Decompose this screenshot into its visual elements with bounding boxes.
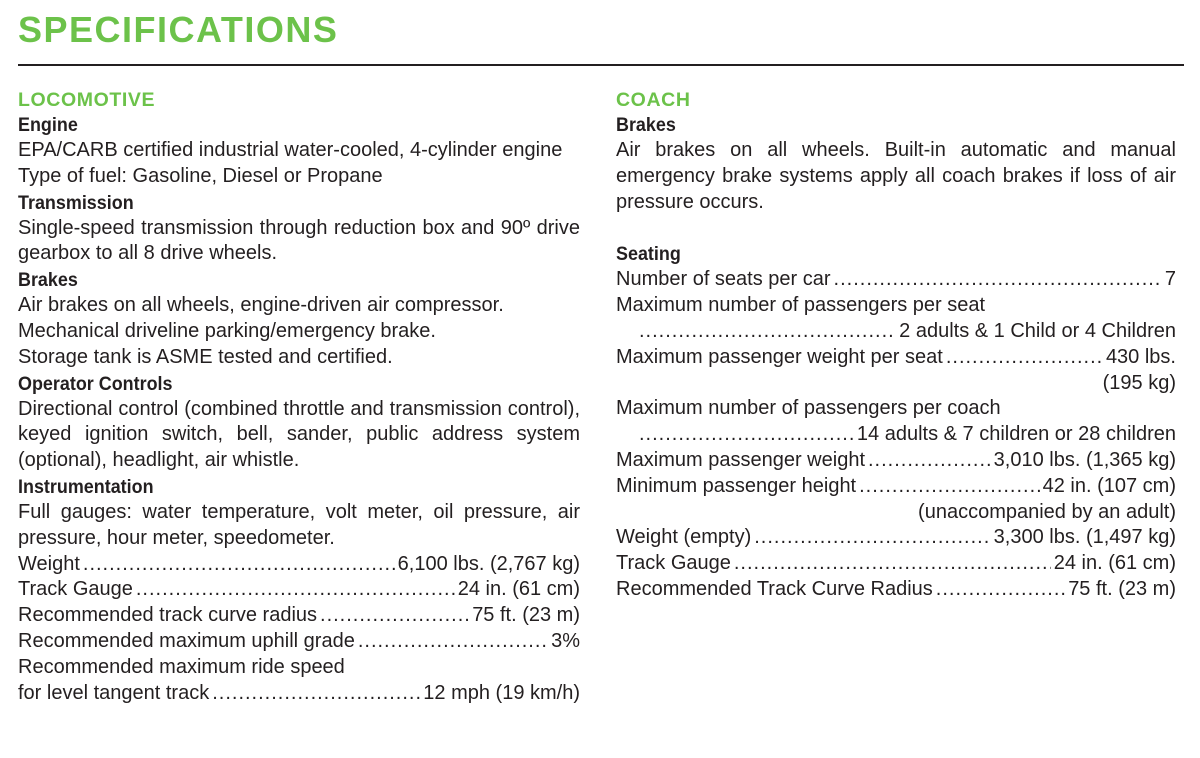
coach-brakes-heading: Brakes <box>616 114 676 136</box>
coach-heading: COACH <box>616 89 691 111</box>
coach-column <box>616 88 1176 603</box>
dot-leader <box>936 577 1065 603</box>
spec-row-curve-radius <box>18 603 580 629</box>
dot-leader <box>946 345 1103 371</box>
spec-note: (unaccompanied by an adult) <box>918 500 1176 523</box>
spec-value: 3,010 lbs. (1,365 kg) <box>993 448 1176 471</box>
spec-row-track-gauge <box>18 577 580 603</box>
spec-label: Maximum number of passengers per coach <box>616 397 1001 420</box>
instrumentation-description: Full gauges: water temperature, volt meter, oil pressure, air pressure, hour meter, speedometer. <box>18 500 580 549</box>
spec-row-weight-empty <box>616 525 1176 551</box>
section-spacer <box>616 215 1176 241</box>
locomotive-heading: LOCOMOTIVE <box>18 89 156 111</box>
spec-value: 3% <box>551 629 580 652</box>
spec-value: 75 ft. (23 m) <box>1068 577 1176 600</box>
spec-label: Recommended maximum uphill grade <box>18 629 355 652</box>
spec-row-seats-per-car <box>616 267 1176 293</box>
spec-value: 6,100 lbs. (2,767 kg) <box>397 552 580 575</box>
spec-row-weight <box>18 552 580 578</box>
spec-label: Minimum passenger height <box>616 474 857 497</box>
dot-leader <box>754 525 990 551</box>
dot-leader <box>320 603 469 629</box>
spec-value: 24 in. (61 cm) <box>1053 552 1176 575</box>
spec-row-max-weight <box>616 448 1176 474</box>
dot-leader <box>859 474 1039 500</box>
locomotive-column <box>18 88 580 706</box>
spec-row-ride-speed <box>18 681 580 707</box>
spec-row-curve-radius <box>616 577 1176 603</box>
seating-heading: Seating <box>616 243 681 266</box>
spec-label: Track Gauge <box>616 552 731 575</box>
spec-label: Number of seats per car <box>616 268 831 291</box>
dot-leader <box>212 681 420 707</box>
spec-value-metric: (195 kg) <box>1102 371 1176 394</box>
spec-row-track-gauge <box>616 551 1176 577</box>
coach-brakes-description: Air brakes on all wheels. Built-in automatic and manual emergency brake systems apply all coach brakes if loss of air pressure occurs. <box>616 139 1176 213</box>
instrumentation-heading: Instrumentation <box>18 475 154 498</box>
dot-leader <box>639 319 896 345</box>
dot-leader <box>358 629 548 655</box>
engine-description: EPA/CARB certified industrial water-cooled, 4-cylinder engine <box>18 139 563 161</box>
dot-leader <box>868 448 991 474</box>
spec-row-max-per-seat <box>616 319 1176 345</box>
brakes-line: Air brakes on all wheels, engine-driven air compressor. <box>18 294 504 317</box>
dot-leader <box>734 551 1051 577</box>
transmission-description: Single-speed transmission through reduction box and 90º drive gearbox to all 8 drive wheels. <box>18 216 580 265</box>
spec-row-uphill-grade <box>18 629 580 655</box>
spec-label: Recommended track curve radius <box>18 604 318 627</box>
operator-controls-heading: Operator Controls <box>18 372 173 395</box>
spec-row-min-height <box>616 474 1176 500</box>
dot-leader <box>639 422 854 448</box>
spec-value: 42 in. (107 cm) <box>1042 474 1176 497</box>
engine-heading: Engine <box>18 114 78 136</box>
spec-value: 7 <box>1164 268 1176 291</box>
spec-label: Recommended Track Curve Radius <box>616 577 933 600</box>
spec-label: for level tangent track <box>18 681 210 704</box>
spec-label: Weight (empty) <box>616 526 752 549</box>
spec-value: 24 in. (61 cm) <box>457 578 580 601</box>
transmission-heading: Transmission <box>18 191 134 214</box>
spec-value: 2 adults & 1 Child or 4 Children <box>899 319 1176 342</box>
locomotive-brakes-heading: Brakes <box>18 269 78 292</box>
spec-value: 430 lbs. <box>1105 345 1176 368</box>
spec-label: Maximum passenger weight <box>616 448 865 471</box>
spec-label: Maximum number of passengers per seat <box>616 294 986 317</box>
brakes-line: Mechanical driveline parking/emergency brake. <box>18 319 436 342</box>
spec-value: 12 mph (19 km/h) <box>423 681 580 704</box>
spec-row-max-weight-seat <box>616 345 1176 371</box>
operator-controls-description: Directional control (combined throttle and transmission control), keyed ignition switch, bell, sander, public address system (optional), headlight, air whistle. <box>18 397 580 472</box>
spec-value: 3,300 lbs. (1,497 kg) <box>993 526 1176 549</box>
page-title: SPECIFICATIONS <box>18 9 339 50</box>
spec-label: Track Gauge <box>18 578 133 601</box>
dot-leader <box>83 552 395 578</box>
spec-label: Weight <box>18 552 80 575</box>
fuel-type: Type of fuel: Gasoline, Diesel or Propane <box>18 164 383 187</box>
dot-leader <box>136 577 455 603</box>
ride-speed-label: Recommended maximum ride speed <box>18 655 345 678</box>
spec-value: 14 adults & 7 children or 28 children <box>856 423 1176 446</box>
spec-label: Maximum passenger weight per seat <box>616 345 943 368</box>
spec-value: 75 ft. (23 m) <box>472 604 580 627</box>
brakes-line: Storage tank is ASME tested and certified. <box>18 345 393 368</box>
title-divider <box>18 64 1184 66</box>
dot-leader <box>834 267 1162 293</box>
spec-row-max-per-coach <box>616 422 1176 448</box>
